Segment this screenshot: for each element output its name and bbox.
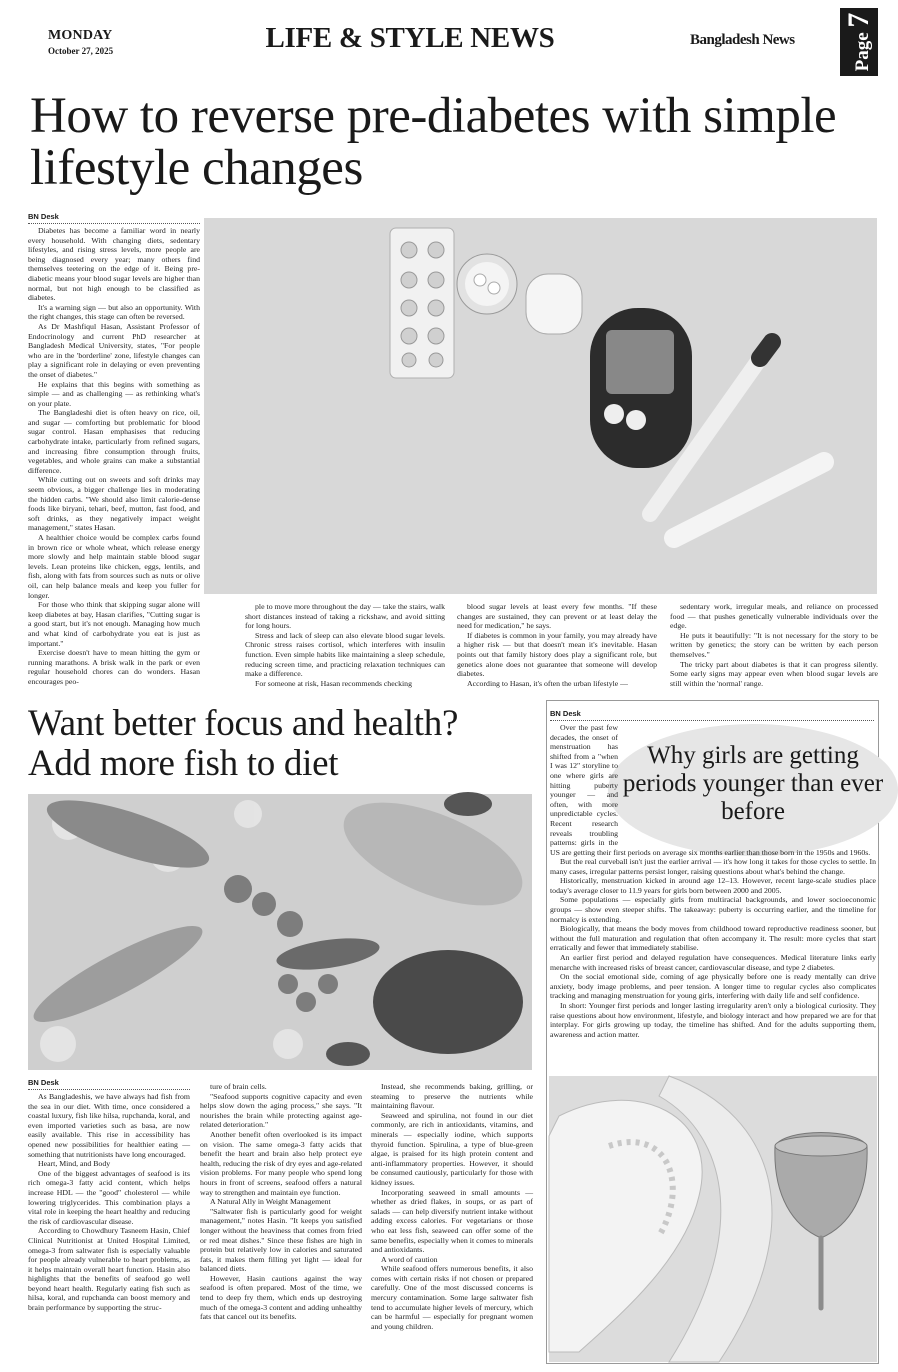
- newspaper-brand: Bangladesh News: [690, 32, 795, 48]
- paragraph: Some populations — especially girls from multiracial backgrounds, and lower socioeconomic groups — show even steeper shifts. The takeaway: puberty is occurring earlier, and the timeline for normalcy is extending.: [550, 895, 876, 924]
- paragraph: It's a warning sign — but also an opportunity. With the right changes, this stage can often be reversed.: [28, 302, 200, 322]
- article3-byline: BN Desk: [550, 709, 874, 721]
- paragraph: Historically, menstruation kicked in around age 12–13. However, recent large-scale studies place today's average closer to 11.9 years for girls born between 2000 and 2005.: [550, 876, 876, 895]
- paragraph: A word of caution: [381, 1254, 438, 1264]
- seafood-photo: [28, 794, 532, 1070]
- paragraph: A healthier choice would be complex carbs found in brown rice or whole wheat, which release energy more slowly and help maintain stable blood sugar levels. Lean proteins like chicken, eggs, lentils, and fish, along with fats from sources such as nuts or olive oil, can help balance meals and keep you fuller for longer.: [28, 533, 200, 600]
- page-number-tab: [840, 8, 878, 76]
- article2-headline-line2: Add more fish to diet: [28, 743, 339, 784]
- paragraph: But the real curveball isn't just the earlier arrival — it's how long it takes for those cycles to settle. In many cases, irregular patterns persist longer, raising questions about what's behind the change.: [550, 857, 876, 876]
- paragraph: Biologically, that means the body moves from childhood toward reproductive readiness sooner, but without the full maturation and regulation that often accompany it. The result: more cycles that start erratically and fewer that immediately stabilise.: [550, 924, 876, 953]
- menstrual-products-illustration: [549, 1076, 877, 1362]
- article3-headline: Why girls are getting periods younger than ever before: [622, 742, 884, 825]
- paragraph: blood sugar levels at least every few months. "If these changes are sustained, they can prevent or at least delay the need for medication," he says.: [457, 602, 657, 631]
- paragraph: Heart, Mind, and Body: [38, 1159, 111, 1169]
- seafood-illustration: [28, 794, 532, 1070]
- paragraph: "Saltwater fish is particularly good for weight management," notes Hasin. "It keeps you satisfied longer without the heaviness that comes from fried or red meat dishes." Since these fishes are high in protein but relatively low in calories and saturated fats, it makes them filling yet light — ideal for balanced diets.: [200, 1206, 362, 1274]
- paragraph: For someone at risk, Hasan recommends checking: [255, 678, 412, 688]
- paragraph: As Bangladeshis, we have always had fish from the sea in our diet. With time, once considered a coastal luxury, fish like hilsa, rupchanda, koral, and even imported varieties such as basa, are now easily available. This rise in accessibility has opened new possibilities for healthier eating — something that nutritionists have long encouraged.: [28, 1092, 190, 1159]
- oval-spacer: [618, 723, 876, 841]
- paragraph: He explains that this begins with something as simple — and as challenging — as rethinking what's on your plate.: [28, 379, 200, 408]
- paragraph: As Dr Mashfiqul Hasan, Assistant Professor of Endocrinology and current PhD researcher at Bangladesh Medical University, states, "For people who are in the 'borderline' zone, lifestyle changes can play a significant role in delaying or even preventing the onset of diabetes.": [28, 321, 200, 379]
- article1-column-3: [457, 602, 657, 696]
- article1-byline: BN Desk: [28, 212, 200, 224]
- section-title: LIFE & STYLE NEWS: [265, 22, 555, 54]
- paragraph: He puts it beautifully: "It is not necessary for the story to be written by genetics; the story can be written by each person themselves.": [670, 630, 878, 659]
- article2-headline-line1: Want better focus and health?: [28, 703, 459, 744]
- article1-column-2: [245, 602, 445, 696]
- paragraph: The Bangladeshi diet is often heavy on rice, oil, and sugar — comforting but problematic for blood sugar control. Hasan emphasises that reducing carbohydrate intake, particularly from refined sugars, and increasing fibre consumption through fruits, vegetables, and whole grains can make a substantial difference.: [28, 408, 200, 475]
- masthead-date: October 27, 2025: [48, 46, 114, 56]
- paragraph: Exercise doesn't have to mean hitting the gym or running marathons. A brisk walk in the park or even regular household chores can do wonders. Hasan encourages peo-: [28, 648, 200, 686]
- paragraph: If diabetes is common in your family, you may already have a higher risk — but that doesn't mean it's inevitable. Hasan points out that family history does play a significant role, but genetics alone does not guarantee that someone will develop diabetes.: [457, 630, 657, 679]
- paragraph: In short: Younger first periods and longer lasting irregularity aren't only a biological curiosity. They raise questions about how environment, lifestyle, and biology interact and how prepared we are for that interplay. For girls growing up today, the timeline has shifted. And for the adults supporting them, awareness and action matter.: [550, 1000, 876, 1039]
- paragraph: Diabetes has become a familiar word in nearly every household. With changing diets, sedentary lifestyles, and rising stress levels, more people are being diagnosed every year; many others find themselves teetering on the edge of it. Being pre-diabetic means your blood sugar levels are higher than normal, but not high enough to be classified as diabetes.: [28, 226, 200, 303]
- page-number: 7: [842, 12, 875, 28]
- paragraph: According to Hasan, it's often the urban lifestyle —: [467, 678, 628, 688]
- paragraph: While cutting out on sweets and soft drinks may seem obvious, a bigger challenge lies in moderating the hidden carbs. "We should also limit calorie-dense foods like biryani, tehari, beef, mutton, fast food, and soft drinks, as they negatively impact weight management," states Hasan.: [28, 475, 200, 533]
- article2-column-1: [28, 1092, 190, 1362]
- paragraph: Stress and lack of sleep can also elevate blood sugar levels. Chronic stress raises cortisol, which interferes with insulin function. Even simple habits like maintaining a sleep schedule, reducing screen time, and practicing relaxation techniques can make a difference.: [245, 630, 445, 679]
- article1-column-1: [28, 226, 200, 686]
- paragraph: The tricky part about diabetes is that it can progress silently. Some early signs may appear even when blood sugar levels are still within the 'normal' range.: [670, 659, 878, 688]
- diabetes-kit-illustration: [204, 218, 877, 594]
- paragraph: Another benefit often overlooked is its impact on vision. The same omega-3 fatty acids that benefit the heart and brain also help protect eye health, reducing the risk of dry eyes and age-related vision problems. For many people who spend long hours in front of screens, seafood offers a natural way to strengthen and maintain eye function.: [200, 1129, 362, 1197]
- paragraph: A Natural Ally in Weight Management: [210, 1197, 331, 1207]
- paragraph: ture of brain cells.: [210, 1082, 267, 1091]
- masthead-dateline: [48, 28, 178, 56]
- article1-column-4: [670, 602, 878, 696]
- paragraph: "Seafood supports cognitive capacity and even helps slow down the aging process," she says. "It nourishes the brain while protecting against age-related deterioration.": [200, 1091, 362, 1130]
- paragraph: sedentary work, irregular meals, and reliance on processed food — that pushes genetically vulnerable individuals over the edge.: [670, 602, 878, 631]
- page-word: Page: [852, 32, 873, 72]
- paragraph: Instead, she recommends baking, grilling, or steaming to preserve the nutrients while maintaining flavour.: [371, 1082, 533, 1111]
- article3-lead-wrap: [550, 723, 876, 857]
- masthead-day: MONDAY: [48, 28, 113, 43]
- article2-column-2: [200, 1082, 362, 1362]
- paragraph: While seafood offers numerous benefits, it also comes with certain risks if not chosen or prepared carefully. One of the most discussed concerns is mercury contamination. Some large saltwater fish tend to accumulate higher levels of mercury, which can be harmful — especially for pregnant women and young children.: [371, 1264, 533, 1331]
- paragraph: However, Hasin cautions against the way seafood is often prepared. Most of the time, we tend to deep fry them, which ends up destroying much of the omega-3 content and adding unhealthy fats that cancel out its benefits.: [200, 1273, 362, 1322]
- diabetes-kit-photo: [204, 218, 877, 594]
- article2-headline: [28, 704, 548, 784]
- paragraph: An earlier first period and delayed regulation have consequences. Medical literature links early menarche with increased risks of breast cancer, cardiovascular disease, and type 2 diabetes.: [550, 952, 876, 972]
- menstrual-products-photo: [549, 1076, 877, 1362]
- paragraph: Incorporating seaweed in small amounts — whether as dried flakes, in soups, or as part of salads — can help diversify nutrient intake without adding excess calories. For vegetarians or those who eat less fish, seaweed can offer some of the same benefits, especially when it comes to minerals and antioxidants.: [371, 1187, 533, 1255]
- paragraph: For those who think that skipping sugar alone will keep diabetes at bay, Hasan clarifies, "Cutting sugar is a good start, but it's not enough. Managing how much and what kind of carbohydrate you eat is just as important.": [28, 600, 200, 648]
- article1-headline: How to reverse pre-diabetes with simple lifestyle changes: [30, 88, 837, 196]
- article3-body: [550, 857, 876, 1089]
- paragraph: One of the biggest advantages of seafood is its rich omega-3 fatty acid content, which helps increase HDL — the "good" cholesterol — while lowering triglycerides. This combination plays a vital role in keeping the heart healthy and reducing the risk of cardiovascular disease.: [28, 1168, 190, 1226]
- article2-byline: BN Desk: [28, 1078, 190, 1090]
- paragraph: Seaweed and spirulina, not found in our diet commonly, are rich in antioxidants, vitamins, and minerals — especially iodine, which supports thyroid function. Spirulina, a type of blue-green algae, is praised for its high protein content and anti-inflammatory properties. However, it should be consumed cautiously, particularly for those with kidney issues.: [371, 1110, 533, 1187]
- paragraph: ple to move more throughout the day — take the stairs, walk short distances instead of taking a rickshaw, and avoid sitting for long hours.: [245, 602, 445, 631]
- paragraph: On the social emotional side, coming of age physically before one is ready mentally can drive anxiety, body image problems, and peer tension. A longer time to regular cycles also complicates tracking and managing menstruation for young girls, interfering with daily life and self confidence.: [550, 972, 876, 1001]
- article2-column-3: [371, 1082, 533, 1362]
- paragraph: According to Chowdhury Tasneem Hasin, Chief Clinical Nutritionist at United Hospital Limited, omega-3 from saltwater fish is especially valuable for people already vulnerable to heart problems, as it helps maintain overall heart function. Hasin also highlights that the benefits of seafood go well beyond heart health. Regularly eating fish such as hilsa, koral, and rupchanda can boost memory and brain performance by supporting the struc-: [28, 1226, 190, 1313]
- article3-lead: Over the past few decades, the onset of menstruation has shifted from a "when I was 12" storyline to one where girls are hitting puberty younger — and often, with more unpredictable cycles. Recent research reveals troubling patterns: girls in the US are getting their first periods on average six months earlier than those born in the 1950s and 1960s.: [550, 723, 871, 857]
